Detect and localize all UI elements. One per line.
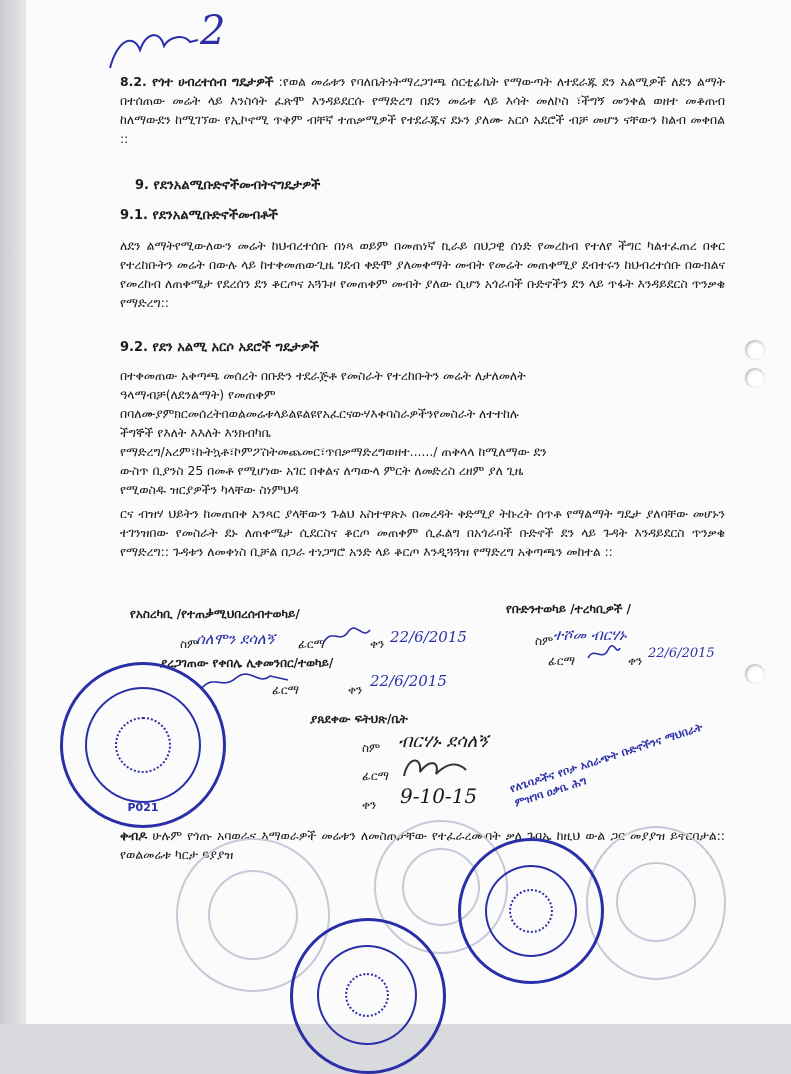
- punch-hole: [745, 340, 765, 360]
- footer-body: ሁሉም የጎጡ አባወራና እማወራዎች መሬቱን ለመስጠታቸው የተፈራረሙበት ቃለ ጉባኤ ከዚህ ውል ጋር መያያዝ ይኖርበታል:: የወልመሬቱ ካርታ ይያያዝ: [120, 828, 725, 862]
- punch-hole: [745, 664, 765, 684]
- page-edge: [0, 0, 26, 1024]
- footer-label: ቀብዶ: [120, 828, 148, 843]
- section-9-2-body: ርና ብዝሃ ህይትን ከመጠበቅ አንጻር ያላቸውን ጉልህ አስተዋጽኦ በመረዳት ቅድሚያ ትኩረት ሰጥቶ የማልማት ግዴታ ያለባቸው መሆኑን ተገንዝበው የመስራት ደኑ ለጠቀሜታ ሲደርስና ቆርጦ መጠቀም ሲፈልግ በአጎራባች ቡድኖች ደን ላይ ጉዳት እንዳይደርስ ጥንቃቄ የማድረግ:: ጉዳቱን ለመቀነስ ቢቻል በጋራ ተነጋግሮ አንድ ላይ ቆርጦ እንዲጓጓዝ የማድረግ አቅጣጫን መከተል ::: [120, 506, 725, 559]
- court-sign-label: ፊርማ: [362, 769, 390, 783]
- faint-stamp: [586, 826, 726, 980]
- text-line: ዓላማብቻ(ለደንልማት) የመጠቀም: [120, 387, 276, 402]
- kebele-title: ያረጋገጠው የቀበሌ ሊቀመንበር/ተወካይ/: [160, 656, 334, 670]
- right-name-value: ተሾመ ብርሃኑ: [553, 626, 627, 644]
- text-line: የማድረግ/አረም፣ኩትኳቶ፣ኮምፖስትመጨመር፣ጥበቃማድረግወዘተ....../ ጠቅላላ ከሚለማው ደን: [120, 444, 547, 459]
- court-name-value: ብርሃኑ ደሳለኝ: [398, 731, 489, 752]
- section-9-heading: 9. የደንአልሚቡድኖችመብትናግዴታዎች: [135, 178, 321, 193]
- left-name-value: ሰለሞን ደሳለኝ: [196, 630, 275, 648]
- right-sign-label: ፊርማ: [548, 654, 576, 668]
- section-9-2-heading: 9.2. የደን አልሚ አርሶ አደሮች ግዴታዎች: [120, 340, 319, 355]
- kebele-date-value: 22/6/2015: [370, 672, 447, 690]
- left-date-label: ቀን: [370, 637, 385, 651]
- left-sign-label: ፊርማ: [298, 637, 326, 651]
- bottom-round-stamp: [290, 918, 446, 1074]
- punch-hole: [745, 368, 765, 388]
- right-name-label: ስም: [535, 634, 554, 648]
- court-signature: [400, 752, 470, 782]
- text-line: በተቀመጠው አቅጣጫ መሰረት በቡድን ተደራጅቶ የመስራት የተረከቡትን መሬት ለታለመለት: [120, 368, 526, 383]
- section-9-1-body: ለደን ልማትየሚውለውን መሬት ከህብረተሰቡ በነጻ ወይም በመጠነኛ ኪራይ በህጋዊ ሰነድ የመረከብ የተለየ ችግር ካልተፈጠረ በቀር የተረከቡትን መሬት በውሉ ላይ ከተቀመጠውጊዜ ገደብ ቀድሞ ያለመቀማት መብት የመሬት መጠቀሚያ ደብተሩን ከህብረተሰቡ በውክልና የመረከብ ለጠቀሜታ የደረሰን ደን ቆርጦና አጓጉዞ የመጠቀም መብት ያለው ሲሆን አጎራባች ቡድኖችን ደን ላይ ጥፋት እንዳይደርስ ጥንቃቄ የማድረግ::: [120, 238, 725, 310]
- left-date-value: 22/6/2015: [390, 628, 467, 646]
- kebele-date-label: ቀን: [348, 683, 363, 697]
- court-date-label: ቀን: [362, 798, 377, 812]
- right-signature: [586, 644, 622, 664]
- handover-party-title: የአስረካቢ /የተጠቃሚህበረሰብተወካይ/: [130, 607, 300, 621]
- section-8-2: [120, 72, 725, 148]
- text-line: ውስጥ ቢያንስ 25 በመቶ የሚሆነው አገር በቀልና ለጣውላ ምርት ለመድረስ ረዘም ያለ ጊዜ: [120, 463, 524, 478]
- left-signature: [322, 624, 372, 648]
- section-9-2-lines: [120, 366, 730, 499]
- receiver-party-title: የቡድንተወካይ /ተረካቢዎች /: [506, 602, 631, 616]
- text-line: ችግኞች የእለት እእለት እንክብካቤ: [120, 425, 271, 440]
- right-date-label: ቀን: [628, 654, 643, 668]
- text-line: በባለሙያምክርመሰረትበወልመሬቱላይልዩልዩየአፈርናውሃእቀባስራዎችንየመስራት ለተተከሉ: [120, 406, 519, 421]
- kebele-signature: [200, 668, 290, 694]
- office-round-stamp: [458, 838, 604, 984]
- section-8-2-heading: 8.2. የጎተ ሀብረተሰብ ግዴታዎች: [120, 74, 274, 89]
- handwritten-number: 2: [200, 8, 226, 54]
- stamp-code: P021: [127, 801, 159, 814]
- kebele-sign-label: ፊርማ: [272, 683, 300, 697]
- court-date-value: 9-10-15: [400, 784, 478, 808]
- office-stamp-text: የለጌባዶችና የቦታ አሰራጭት ቡድኖችንና ማህበራት ምዝገባ ዐቃቤ ሕግ: [508, 720, 705, 810]
- text-line: የሚወስዱ ዝርያዎችን ካላቸው ስነምህዳ: [120, 482, 299, 497]
- left-name-label: ስም: [180, 637, 199, 651]
- section-9-1-heading: 9.1. የደንአልሚቡድኖችመብቶች: [120, 208, 278, 223]
- kebele-round-stamp: [60, 662, 226, 828]
- court-title: ያጸደቀው ፍትህጽ/ቤት: [310, 712, 408, 726]
- right-date-value: 22/6/2015: [648, 646, 715, 661]
- court-name-label: ስም: [362, 741, 381, 755]
- section-8-2-body: :የወል መሬቱን የባለቤትነትማረጋገጫ ሰርቲፊኬት የማውጣት ለተደራጁ ደን አልሚዎች ለደን ልማት በተሰጠው መሬት ላይ እንስሳት ፈጽሞ እንዳይደርሱ የማድረግ በደን መሬቱ ላይ እሳት መለኮስ ፣ችግኝ መንቀል ወዘተ መቆጠብ ከለማውደን ከሚገኘው የኢኮኖሚ ጥቅም ብቸኛ ተጠቃሚዎች የተደራጁና ደኑን ያለሙ አርሶ አደሮች ብቻ መሆን ናቸውን ከልብ መቀበል ::: [120, 74, 725, 146]
